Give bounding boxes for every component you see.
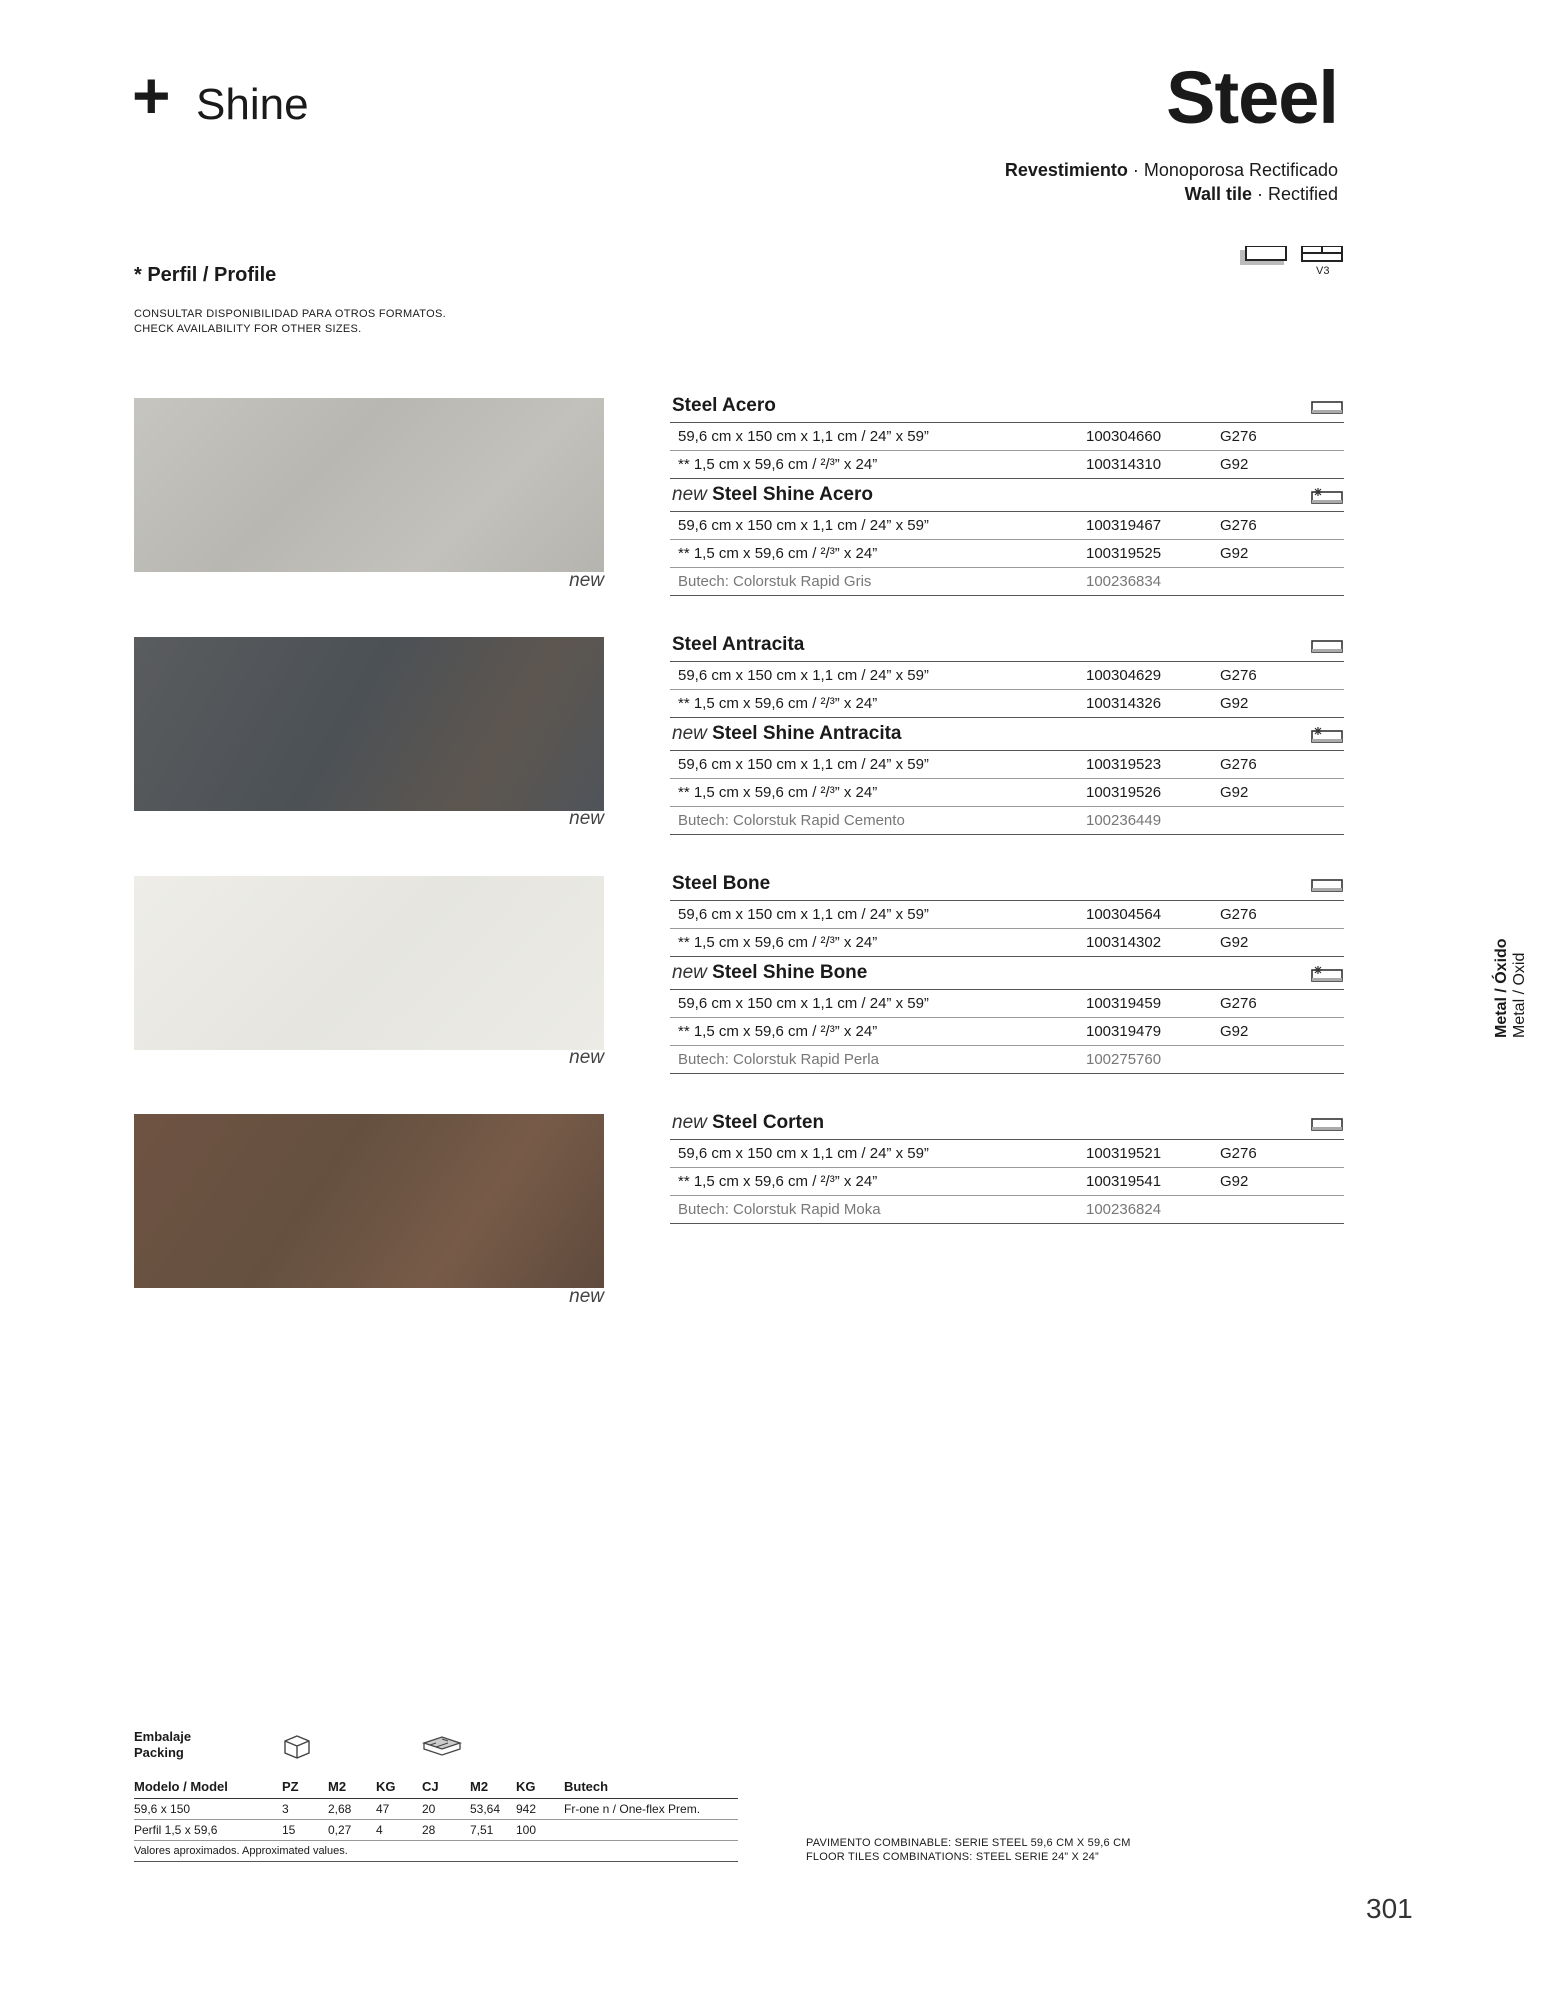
new-label: new [672, 962, 707, 983]
cell: 47 [376, 1802, 390, 1816]
product-title-row [670, 1107, 1344, 1140]
butech-code: 100236449 [1086, 812, 1162, 829]
wall-tile-icon [1310, 398, 1344, 416]
box-icon [282, 1733, 312, 1759]
product-title-row [670, 957, 1344, 990]
wall-tile-icon [1310, 637, 1344, 655]
table-row [670, 990, 1344, 1018]
pack: G92 [1220, 695, 1249, 712]
table-row [670, 540, 1344, 568]
rectangular-format-icon [1240, 246, 1350, 280]
side-label-en: Metal / Oxid [1511, 952, 1528, 1038]
cell: 28 [422, 1823, 436, 1837]
product-title: Steel Antracita [672, 634, 805, 655]
header-cell: PZ [282, 1779, 299, 1794]
pack: G276 [1220, 1145, 1257, 1162]
cell: 15 [282, 1823, 296, 1837]
series-title: Steel [1166, 56, 1338, 139]
butech-row [670, 1196, 1344, 1224]
cell: Fr-one n / One-flex Prem. [564, 1802, 701, 1816]
product-table-antracita [670, 629, 1344, 835]
code: 100319521 [1086, 1145, 1162, 1162]
swatch-antracita [134, 637, 604, 811]
page-number: 301 [1366, 1893, 1413, 1924]
code: 100304629 [1086, 667, 1162, 684]
size: ** 1,5 cm x 59,6 cm / ²/³” x 24” [678, 456, 878, 473]
header-cell: KG [516, 1779, 536, 1794]
product-title-row [670, 868, 1344, 901]
header-cell: Butech [564, 1779, 609, 1794]
code: 100314326 [1086, 695, 1162, 712]
size: ** 1,5 cm x 59,6 cm / ²/³” x 24” [678, 545, 878, 562]
table-row [670, 1018, 1344, 1046]
product-table-bone [670, 868, 1344, 1074]
size: ** 1,5 cm x 59,6 cm / ²/³” x 24” [678, 934, 878, 951]
butech-name: Butech: Colorstuk Rapid Cemento [678, 812, 905, 829]
shine-tile-icon [1310, 487, 1344, 505]
pack: G276 [1220, 428, 1257, 445]
header-cell: CJ [422, 1779, 439, 1794]
cell: 100 [516, 1823, 537, 1837]
profile-note-es: CONSULTAR DISPONIBILIDAD PARA OTROS FORMATOS. [134, 308, 446, 320]
pack: G276 [1220, 517, 1257, 534]
header-cell: KG [376, 1779, 396, 1794]
product-title [672, 957, 867, 989]
wall-tile-icon [1310, 1115, 1344, 1133]
subtitle-es-bold: Revestimiento [1004, 160, 1128, 180]
size: ** 1,5 cm x 59,6 cm / ²/³” x 24” [678, 1173, 878, 1190]
pack: G276 [1220, 906, 1257, 923]
table-row [670, 451, 1344, 479]
swatch-bone [134, 876, 604, 1050]
product-title [672, 1107, 824, 1139]
product-title: Steel Acero [672, 395, 776, 416]
code: 100319525 [1086, 545, 1162, 562]
table-row [670, 929, 1344, 957]
pack: G276 [1220, 756, 1257, 773]
product-title [672, 479, 873, 511]
pack: G92 [1220, 934, 1249, 951]
code: 100319479 [1086, 1023, 1162, 1040]
product-title: Steel Bone [672, 873, 771, 894]
cell: 2,68 [328, 1802, 352, 1816]
butech-row [670, 1046, 1344, 1074]
new-tag-bone: new [569, 1047, 604, 1068]
title-text: Steel Shine Bone [712, 962, 868, 983]
side-label-es: Metal / Óxido [1493, 938, 1510, 1038]
side-label [1490, 920, 1530, 1040]
pack: G92 [1220, 545, 1249, 562]
butech-name: Butech: Colorstuk Rapid Moka [678, 1201, 881, 1218]
size: ** 1,5 cm x 59,6 cm / ²/³” x 24” [678, 695, 878, 712]
product-title-row [670, 390, 1344, 423]
cell: Perfil 1,5 x 59,6 [134, 1823, 218, 1837]
code: 100319541 [1086, 1173, 1162, 1190]
table-row [670, 512, 1344, 540]
product-title-row [670, 479, 1344, 512]
subtitle-en [1185, 182, 1338, 206]
code: 100319526 [1086, 784, 1162, 801]
cell: 59,6 x 150 [134, 1802, 191, 1816]
shine-tile-icon [1310, 726, 1344, 744]
table-row [670, 751, 1344, 779]
pallet-icon [420, 1733, 464, 1759]
product-title [672, 718, 902, 750]
code: 100314310 [1086, 456, 1162, 473]
header-cell: M2 [470, 1779, 489, 1794]
butech-code: 100236824 [1086, 1201, 1162, 1218]
butech-name: Butech: Colorstuk Rapid Gris [678, 573, 872, 590]
cell: 53,64 [470, 1802, 501, 1816]
table-row [670, 1140, 1344, 1168]
table-row [134, 1799, 738, 1820]
code: 100319523 [1086, 756, 1162, 773]
size: 59,6 cm x 150 cm x 1,1 cm / 24” x 59” [678, 1145, 929, 1162]
new-tag-antracita: new [569, 808, 604, 829]
packing-title-es: Embalaje [134, 1729, 192, 1744]
subtitle-es-rest: · Monoporosa Rectificado [1127, 160, 1338, 180]
cell: 0,27 [328, 1823, 352, 1837]
butech-name: Butech: Colorstuk Rapid Perla [678, 1051, 879, 1068]
subtitle-en-bold: Wall tile [1184, 184, 1252, 204]
code: 100304564 [1086, 906, 1162, 923]
plus-icon: + [132, 58, 171, 132]
butech-row [670, 807, 1344, 835]
header-cell: Modelo / Model [134, 1779, 228, 1794]
packing-header-row [134, 1776, 738, 1799]
new-label: new [672, 723, 707, 744]
subtitle-en-rest: · Rectified [1251, 184, 1338, 204]
size: 59,6 cm x 150 cm x 1,1 cm / 24” x 59” [678, 995, 929, 1012]
pack: G92 [1220, 1023, 1249, 1040]
profile-note-en: CHECK AVAILABILITY FOR OTHER SIZES. [134, 323, 362, 335]
new-tag-corten: new [569, 1286, 604, 1307]
table-row [670, 423, 1344, 451]
size: 59,6 cm x 150 cm x 1,1 cm / 24” x 59” [678, 756, 929, 773]
packing-table [134, 1776, 738, 1862]
table-row [670, 1168, 1344, 1196]
pack: G92 [1220, 1173, 1249, 1190]
table-row [670, 901, 1344, 929]
subtitle-es [1005, 158, 1338, 182]
size: 59,6 cm x 150 cm x 1,1 cm / 24” x 59” [678, 667, 929, 684]
cell: 7,51 [470, 1823, 494, 1837]
table-row [670, 690, 1344, 718]
packing-note-text: Valores aproximados. Approximated values. [134, 1845, 348, 1857]
table-row [670, 662, 1344, 690]
code: 100304660 [1086, 428, 1162, 445]
shine-tile-icon [1310, 965, 1344, 983]
size: 59,6 cm x 150 cm x 1,1 cm / 24” x 59” [678, 906, 929, 923]
floor-note-en: FLOOR TILES COMBINATIONS: STEEL SERIE 24” X 24” [806, 1851, 1099, 1863]
header-cell: M2 [328, 1779, 347, 1794]
swatch-corten [134, 1114, 604, 1288]
title-text: Steel Shine Antracita [712, 723, 902, 744]
collection-name: Shine [196, 80, 309, 129]
product-title-row [670, 629, 1344, 662]
product-title-row [670, 718, 1344, 751]
size: 59,6 cm x 150 cm x 1,1 cm / 24” x 59” [678, 517, 929, 534]
code: 100319467 [1086, 517, 1162, 534]
code: 100319459 [1086, 995, 1162, 1012]
title-text: Steel Shine Acero [712, 484, 873, 505]
profile-title: * Perfil / Profile [134, 264, 277, 286]
new-label: new [672, 1112, 707, 1133]
code: 100314302 [1086, 934, 1162, 951]
cell: 942 [516, 1802, 537, 1816]
cell: 3 [282, 1802, 289, 1816]
size: ** 1,5 cm x 59,6 cm / ²/³” x 24” [678, 784, 878, 801]
title-text: Steel Corten [712, 1112, 825, 1133]
size: 59,6 cm x 150 cm x 1,1 cm / 24” x 59” [678, 428, 929, 445]
wall-tile-icon [1310, 876, 1344, 894]
cell: 4 [376, 1823, 383, 1837]
packing-title-en: Packing [134, 1745, 184, 1760]
pack: G92 [1220, 456, 1249, 473]
pack: G92 [1220, 784, 1249, 801]
butech-code: 100275760 [1086, 1051, 1162, 1068]
floor-note-es: PAVIMENTO COMBINABLE: SERIE STEEL 59,6 CM X 59,6 CM [806, 1837, 1131, 1849]
butech-row [670, 568, 1344, 596]
size: ** 1,5 cm x 59,6 cm / ²/³” x 24” [678, 1023, 878, 1040]
butech-code: 100236834 [1086, 573, 1162, 590]
table-row [134, 1820, 738, 1841]
new-tag-acero: new [569, 570, 604, 591]
cell: 20 [422, 1802, 436, 1816]
new-label: new [672, 484, 707, 505]
format-icons [1240, 246, 1350, 280]
product-table-acero [670, 390, 1344, 596]
table-row [670, 779, 1344, 807]
pack: G276 [1220, 995, 1257, 1012]
format-icon-label: V3 [1316, 265, 1330, 277]
packing-note [134, 1841, 738, 1862]
product-table-corten [670, 1107, 1344, 1224]
pack: G276 [1220, 667, 1257, 684]
swatch-acero [134, 398, 604, 572]
